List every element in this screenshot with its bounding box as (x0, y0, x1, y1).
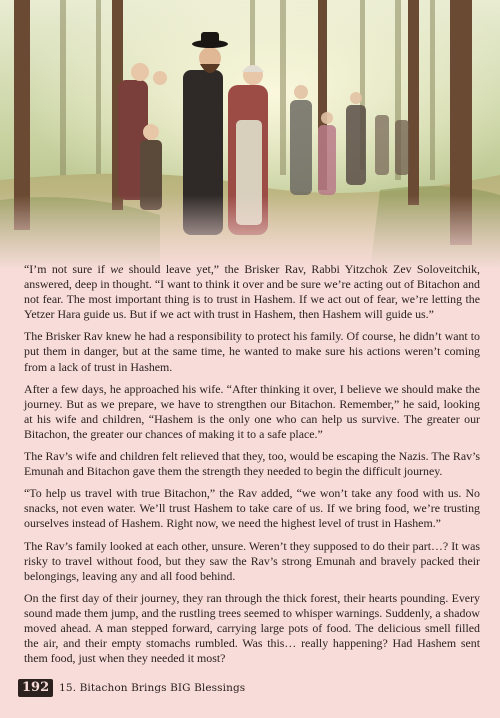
forest-family-illustration (0, 0, 500, 270)
paragraph-5: “To help us travel with true Bitachon,” the Rav added, “we won’t take any food with us. No snacks, not even water. We’ll trust Hashem to take care of us. If we bring food, we’re trusting ourselves instead of Hashem. Right now, we need the highest level of trust in Hashem.” (24, 486, 480, 531)
paragraph-3: After a few days, he approached his wife. “After thinking it over, I believe we should make the journey. But as we prepare, we have to strengthen our Bitachon. Remember,” he said, looking at his wife and children, “Hashem is the only one who can help us survive. The greater our Bitachon, the greater our chances of making it to a safe place.” (24, 381, 480, 441)
chapter-title: 15. Bitachon Brings BIG Blessings (59, 682, 246, 694)
page-footer (18, 678, 245, 698)
paragraph-6: The Rav’s family looked at each other, unsure. Weren’t they supposed to do their part…? It was risky to travel without food, but they saw the Rav’s strong Emunah and bravely packed their belongings, leaving any and all food behind. (24, 538, 480, 583)
paragraph-7: On the first day of their journey, they ran through the thick forest, their hearts pounding. Every sound made them jump, and the rustling trees seemed to whisper warnings. Suddenly, a shadow moved ahead. A man stepped forward, carrying large pots of food. The delicious smell filled the air, and their empty stomachs rumbled. Was this… really happening? Had Hashem sent them food, just when they needed it most? (24, 590, 480, 666)
story-text (24, 262, 480, 673)
page-number: 192 (18, 679, 53, 697)
paragraph-2: The Brisker Rav knew he had a responsibility to protect his family. Of course, he didn’t want to put them in danger, but at the same time, he wanted to make sure his actions weren’t coming from a lack of trust in Hashem. (24, 329, 480, 374)
paragraph-1: “I’m not sure if we should leave yet,” the Brisker Rav, Rabbi Yitzchok Zev Soloveitchik, answered, deep in thought. “I want to think it over and be sure we’re acting out of Bitachon and not fear. The most important thing is to trust in Hashem. If we act out of fear, we’re letting the Yetzer Hara guide us. But if we act with trust in Hashem, then Hashem will guide us.” (24, 262, 480, 322)
paragraph-4: The Rav’s wife and children felt relieved that they, too, would be escaping the Nazis. The Rav’s Emunah and Bitachon gave them the strength they needed to begin the difficult journey. (24, 449, 480, 479)
